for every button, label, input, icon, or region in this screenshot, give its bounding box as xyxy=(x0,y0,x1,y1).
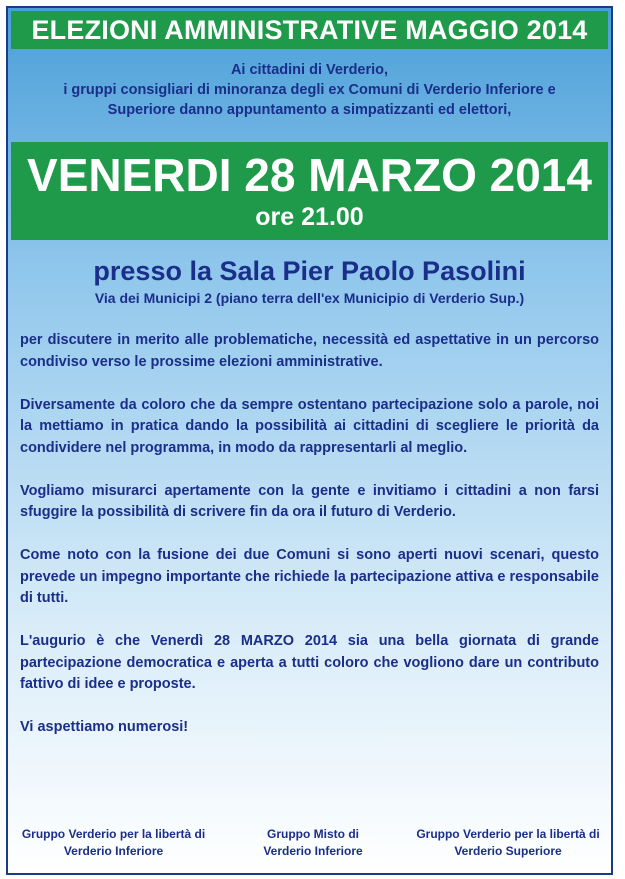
intro-line: Ai cittadini di Verderio, xyxy=(230,62,389,78)
signature-line: Verderio Inferiore xyxy=(63,844,164,858)
paragraph: Vogliamo misurarci apertamente con la gente e invitiamo i cittadini a non farsi sfuggire la possibilità di scrivere fin da ora il futuro di Verderio. xyxy=(20,482,599,520)
signature-group xyxy=(238,826,388,860)
signature-line: Verderio Superiore xyxy=(454,844,562,858)
event-date: VENERDI 28 MARZO 2014 xyxy=(27,149,592,201)
event-time: ore 21.00 xyxy=(255,203,364,231)
intro-line: Superiore danno appuntamento a simpatizzanti ed elettori, xyxy=(107,102,512,118)
intro-text xyxy=(18,60,601,120)
signature-line: Gruppo Verderio per la libertà di xyxy=(21,827,206,841)
intro-line: i gruppi consigliari di minoranza degli ex Comuni di Verderio Inferiore e xyxy=(63,82,556,98)
signature-line: Verderio Inferiore xyxy=(263,844,363,858)
signature-group xyxy=(408,826,608,860)
paragraph: L'augurio è che Venerdì 28 MARZO 2014 sia una bella giornata di grande partecipazione democratica e aperta a tutti coloro che vogliono dare un contributo fattivo di idee e proposte. xyxy=(20,633,599,692)
signature-line: Gruppo Misto di xyxy=(267,827,359,841)
poster xyxy=(6,6,613,875)
election-title-banner xyxy=(11,11,608,49)
paragraph: per discutere in merito alle problematiche, necessità ed aspettative in un percorso condiviso verso le prossime elezioni amministrative. xyxy=(20,332,599,370)
paragraph: Come noto con la fusione dei due Comuni si sono aperti nuovi scenari, questo prevede un impegno importante che richiede la partecipazione attiva e responsabile di tutti. xyxy=(20,547,599,606)
signature-line: Gruppo Verderio per la libertà di xyxy=(416,827,600,841)
paragraph: Diversamente da coloro che da sempre ostentano partecipazione solo a parole, noi la mettiamo in pratica dando la possibilità ai cittadini di scegliere le priorità da condividere nel programma, in modo da rappresentarli al meglio. xyxy=(20,396,599,456)
event-venue: presso la Sala Pier Paolo Pasolini xyxy=(93,256,526,286)
body-text xyxy=(20,330,599,760)
event-address: Via dei Municipi 2 (piano terra dell'ex Municipio di Verderio Sup.) xyxy=(94,290,525,306)
signature-group xyxy=(16,826,211,860)
election-title: ELEZIONI AMMINISTRATIVE MAGGIO 2014 xyxy=(31,15,588,45)
closing-line: Vi aspettiamo numerosi! xyxy=(20,719,189,735)
date-banner xyxy=(11,142,608,240)
